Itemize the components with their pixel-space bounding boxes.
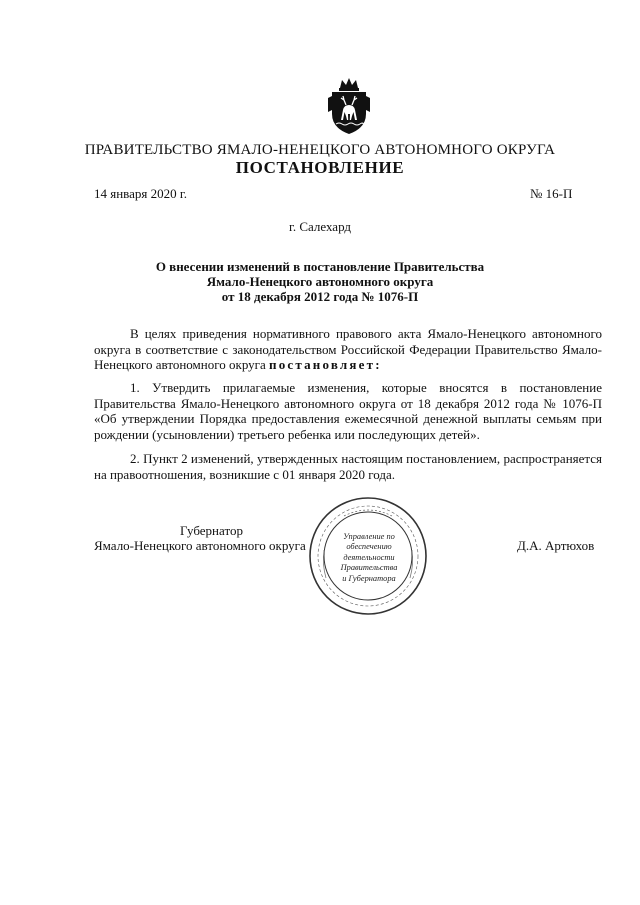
signer-organization: Ямало-Ненецкого автономного округа — [94, 538, 306, 553]
document-type: ПОСТАНОВЛЕНИЕ — [235, 158, 405, 177]
stamp-line: Правительства — [340, 563, 398, 573]
government-name: ПРАВИТЕЛЬСТВО ЯМАЛО-НЕНЕЦКОГО АВТОНОМНОГО ОКРУГА — [84, 142, 556, 158]
document-number: № 16-П — [530, 186, 573, 201]
coat-of-arms-emblem — [326, 76, 372, 136]
signer-name: Д.А. Артюхов — [517, 538, 595, 553]
item-1-paragraph: 1. Утвердить прилагаемые изменения, которые вносятся в постановление Правительства Ямало-Ненецкого автономного округа от 18 декабря 2012 года № 1076-П «Об утверждении Порядка предоставления ежемесячной денежной выплаты семьям при рождении (усыновлении) третьего ребенка или последующих детей». — [94, 380, 602, 442]
preamble-paragraph — [94, 326, 602, 373]
document-title — [100, 259, 540, 304]
stamp-line: деятельности — [343, 552, 395, 562]
title-line-1: О внесении изменений в постановление Правительства — [155, 259, 485, 274]
stamp-line: обеспечению — [346, 542, 392, 552]
stamp-line: и Губернатора — [342, 573, 396, 583]
resolves-word: постановляет: — [269, 357, 382, 373]
title-line-2: Ямало-Ненецкого автономного округа — [206, 274, 434, 289]
document-date: 14 января 2020 г. — [94, 186, 188, 201]
stamp-center-text — [336, 532, 402, 584]
document-city: г. Салехард — [288, 219, 352, 234]
title-line-3: от 18 декабря 2012 года № 1076-П — [221, 289, 419, 304]
item-2-paragraph: 2. Пункт 2 изменений, утвержденных настоящим постановлением, распространяется на правоотношения, возникшие с 01 января 2020 года. — [94, 451, 602, 482]
preamble-text: В целях приведения нормативного правового акта Ямало-Ненецкого автономного округа в соответствие с законодательством Российской Федерации Правительство Ямало-Ненецкого автономного округа — [94, 326, 602, 373]
signer-position: Губернатор — [180, 523, 243, 538]
stamp-line: Управление по — [343, 532, 395, 541]
